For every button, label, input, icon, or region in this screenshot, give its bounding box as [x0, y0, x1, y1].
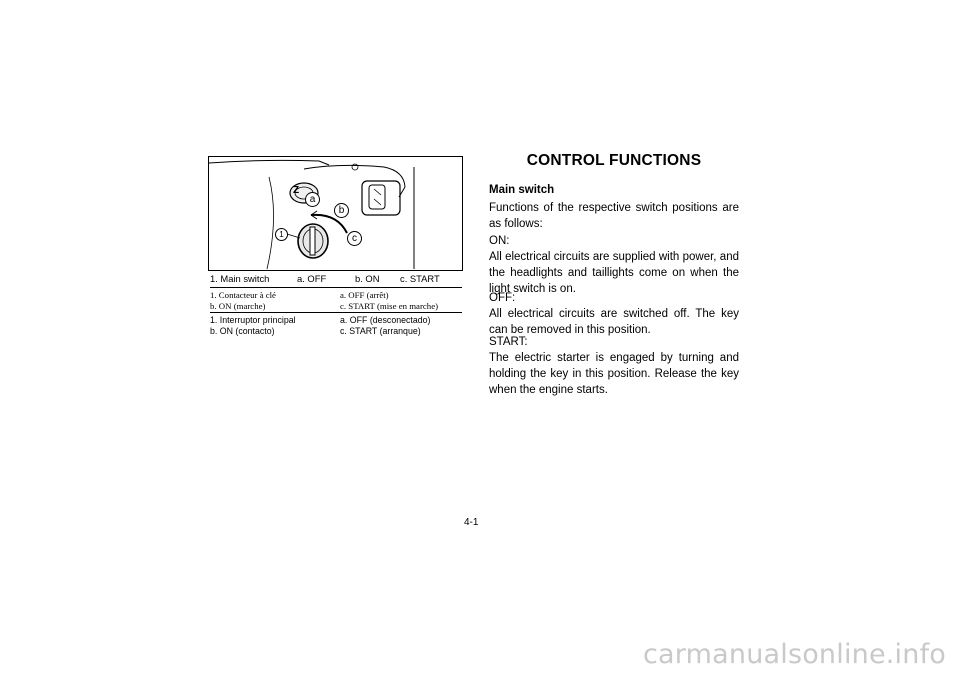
- main-switch-illustration: [208, 156, 463, 271]
- caption-en-item-a: a. OFF: [297, 273, 327, 284]
- intro-paragraph: Functions of the respective switch positions are as follows:: [489, 202, 739, 230]
- caption-en-item-c: c. START: [400, 273, 440, 284]
- caption-fr-item-b: b. ON (marche): [210, 301, 266, 311]
- callout-b: b: [334, 203, 349, 218]
- caption-fr-item-c: c. START (mise en marche): [340, 301, 439, 311]
- caption-es-item-a: a. OFF (desconectado): [340, 315, 431, 325]
- page-number: 4-1: [464, 517, 479, 528]
- callout-z: Z: [293, 185, 300, 196]
- caption-divider-1: [210, 287, 462, 288]
- on-label: ON:: [489, 235, 510, 247]
- callout-1: 1: [275, 228, 288, 241]
- caption-en-item-b: b. ON: [355, 273, 380, 284]
- caption-fr-item-a: a. OFF (arrêt): [340, 290, 389, 300]
- caption-divider-2: [210, 312, 462, 313]
- watermark-text: carmanualsonline.info: [643, 639, 946, 670]
- caption-fr-item-1: 1. Contacteur à clé: [210, 290, 276, 300]
- section-title: CONTROL FUNCTIONS: [526, 152, 702, 169]
- start-description: The electric starter is engaged by turning and holding the key in this position. Release the key when the engine starts.: [489, 352, 739, 396]
- section-subheading: Main switch: [489, 184, 555, 196]
- caption-es-item-1: 1. Interruptor principal: [210, 315, 296, 325]
- caption-es-item-b: b. ON (contacto): [210, 326, 275, 336]
- caption-en-item-1: 1. Main switch: [210, 273, 270, 284]
- on-description: All electrical circuits are supplied with power, and the headlights and taillights come on when the light switch is on.: [489, 251, 739, 295]
- callout-a: a: [305, 192, 320, 207]
- start-label: START:: [489, 336, 528, 348]
- callout-c: c: [347, 231, 362, 246]
- off-description: All electrical circuits are switched off. The key can be removed in this position.: [489, 308, 739, 336]
- off-label: OFF:: [489, 292, 516, 304]
- caption-es-item-c: c. START (arranque): [340, 326, 421, 336]
